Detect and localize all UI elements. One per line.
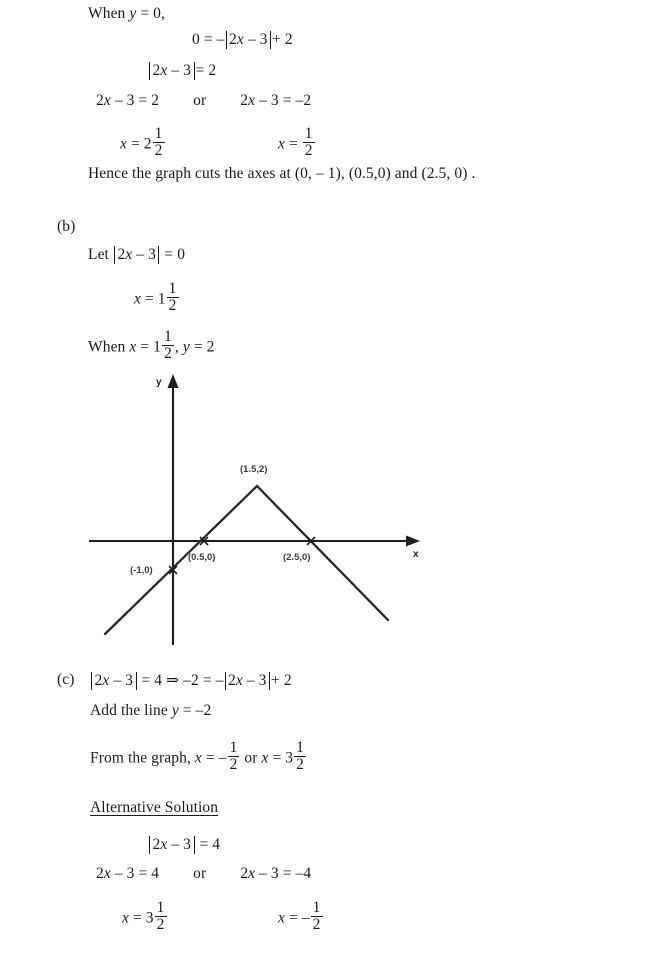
let-const: – 3 [132, 246, 156, 263]
or-connector: or [193, 865, 207, 882]
alt2-left-coef: 2 [96, 865, 104, 882]
fraction-one-half [294, 740, 306, 773]
fg-var-1: x [194, 749, 202, 767]
fraction-denominator: 2 [312, 915, 321, 933]
fraction-numerator: 1 [312, 898, 321, 916]
add-line-value: = –2 [178, 702, 212, 719]
eq3-right-rest: – 3 = –2 [255, 92, 312, 109]
solution-left-var: x [120, 135, 127, 153]
fraction-denominator: 2 [154, 141, 163, 159]
add-line-var: y [171, 702, 179, 719]
part-c-label: (c) [57, 671, 75, 688]
eq1-var: x [236, 31, 244, 48]
let-coef: 2 [117, 246, 126, 263]
x-axis-arrowhead [406, 536, 420, 547]
fraction-numerator: 1 [164, 327, 172, 345]
part-c-add-line [90, 703, 211, 719]
eq2-var: x [160, 62, 168, 79]
absolute-value-bars [91, 672, 137, 690]
fraction-denominator: 2 [156, 915, 165, 933]
alt3-right-var: x [278, 909, 285, 927]
absolute-value-bars [225, 672, 271, 690]
eq3-right-coef: 2 [240, 92, 249, 109]
when-var-y: y [182, 338, 190, 356]
alt2-right-var: x [248, 865, 256, 882]
when-prefix: When [88, 5, 130, 22]
let-rhs: = 0 [160, 246, 186, 263]
add-line-prefix: Add the line [90, 702, 172, 719]
eq3-left-var: x [103, 92, 111, 109]
fraction-numerator: 1 [304, 124, 313, 142]
c1b-var: x [235, 672, 243, 689]
absolute-value-bars [149, 836, 195, 854]
eq2-rhs: = 2 [195, 62, 217, 79]
c1-var: x [102, 672, 110, 689]
let-var: x [125, 246, 133, 263]
fraction-one-half [155, 900, 167, 933]
eq3-right-var: x [248, 92, 256, 109]
let-prefix: Let [88, 246, 113, 263]
fraction-numerator: 1 [156, 898, 165, 916]
eq3-left-coef: 2 [96, 92, 104, 109]
when-prefix: When [88, 338, 130, 356]
absolute-value-curve [105, 486, 388, 634]
from-graph-prefix: From the graph, [90, 749, 195, 767]
alt2-right-coef: 2 [240, 865, 249, 882]
part-c-from-graph-line [90, 740, 307, 773]
x-axis-label: x [413, 549, 419, 560]
alt2-left-rest: – 3 = 4 [110, 865, 160, 882]
solution-right-var: x [278, 135, 285, 153]
alt1-coef: 2 [152, 836, 161, 853]
fraction-one-half [311, 900, 323, 933]
fraction-numerator: 1 [229, 738, 238, 756]
fraction-numerator: 1 [296, 738, 304, 756]
y-axis-arrowhead [168, 374, 179, 388]
alt1-rhs: = 4 [195, 836, 221, 853]
c1b-coef: 2 [228, 672, 236, 689]
alt1-var: x [160, 836, 168, 853]
c1b-const: – 3 [242, 672, 267, 689]
eq2-const: – 3 [167, 62, 191, 79]
fg-eq-2: = 3 [268, 749, 294, 767]
fraction-denominator: 2 [296, 755, 304, 773]
alt3-left-var: x [122, 909, 129, 927]
graph-point-label-y-intercept: (-1,0) [130, 565, 153, 576]
fg-or: or [240, 749, 262, 767]
when-var-x: x [129, 338, 137, 356]
alt2-right-rest: – 3 = –4 [255, 865, 312, 882]
alt1-const: – 3 [167, 836, 191, 853]
fraction-denominator: 2 [168, 296, 177, 314]
x-value-var: x [134, 290, 141, 308]
when-comma: , [174, 338, 183, 356]
or-connector: or [193, 92, 207, 109]
eq1-rhs: + 2 [272, 31, 293, 48]
c1-const: – 3 [109, 672, 133, 689]
graph-point-label-x-intercept-right: (2.5,0) [283, 552, 311, 563]
alt-solution-x-right [278, 900, 324, 933]
eq2-coef: 2 [152, 62, 161, 79]
part-b-label: (b) [57, 218, 76, 235]
when-y-value: = 2 [189, 338, 215, 356]
alt-solution-x-left [122, 900, 168, 933]
fg-eq-1: = – [201, 749, 227, 767]
variable-y: y [129, 5, 137, 22]
eq1-const: – 3 [243, 31, 268, 48]
alt2-left-var: x [103, 865, 111, 882]
fg-var-2: x [261, 749, 269, 767]
when-eq: = 1 [136, 338, 162, 356]
solution-right-eq: = [284, 135, 302, 153]
eq1-coef: 2 [229, 31, 237, 48]
y-axis-label: y [156, 377, 162, 388]
c1-coef: 2 [94, 672, 103, 689]
alt-equation-2-branches [96, 866, 311, 882]
eq1-lhs: 0 = – [192, 31, 225, 48]
fraction-numerator: 1 [168, 279, 177, 297]
c1-mid: = 4 ⇒ –2 = – [137, 672, 224, 689]
fraction-denominator: 2 [164, 344, 172, 362]
fraction-numerator: 1 [154, 124, 163, 142]
part-c-line-1 [90, 672, 292, 690]
alt3-right-eq: = – [284, 909, 310, 927]
fraction-denominator: 2 [229, 755, 238, 773]
graph-point-label-x-intercept-left: (0.5,0) [188, 552, 216, 563]
conclusion-line: Hence the graph cuts the axes at (0, – 1), (0.5,0) and (2.5, 0) . [88, 165, 476, 182]
eq3-left-rest: – 3 = 2 [110, 92, 160, 109]
x-value-eq: = 1 [140, 290, 166, 308]
when-suffix: = 0, [136, 5, 165, 22]
alt3-left-eq: = 3 [128, 909, 154, 927]
alt-equation-1 [148, 836, 220, 854]
fraction-denominator: 2 [304, 141, 313, 159]
graph-point-label-vertex: (1.5,2) [240, 464, 268, 475]
alternative-solution-heading: Alternative Solution [90, 799, 219, 816]
solution-left-eq: = 2 [126, 135, 152, 153]
fraction-one-half [228, 740, 240, 773]
c1-tail: + 2 [271, 672, 292, 689]
